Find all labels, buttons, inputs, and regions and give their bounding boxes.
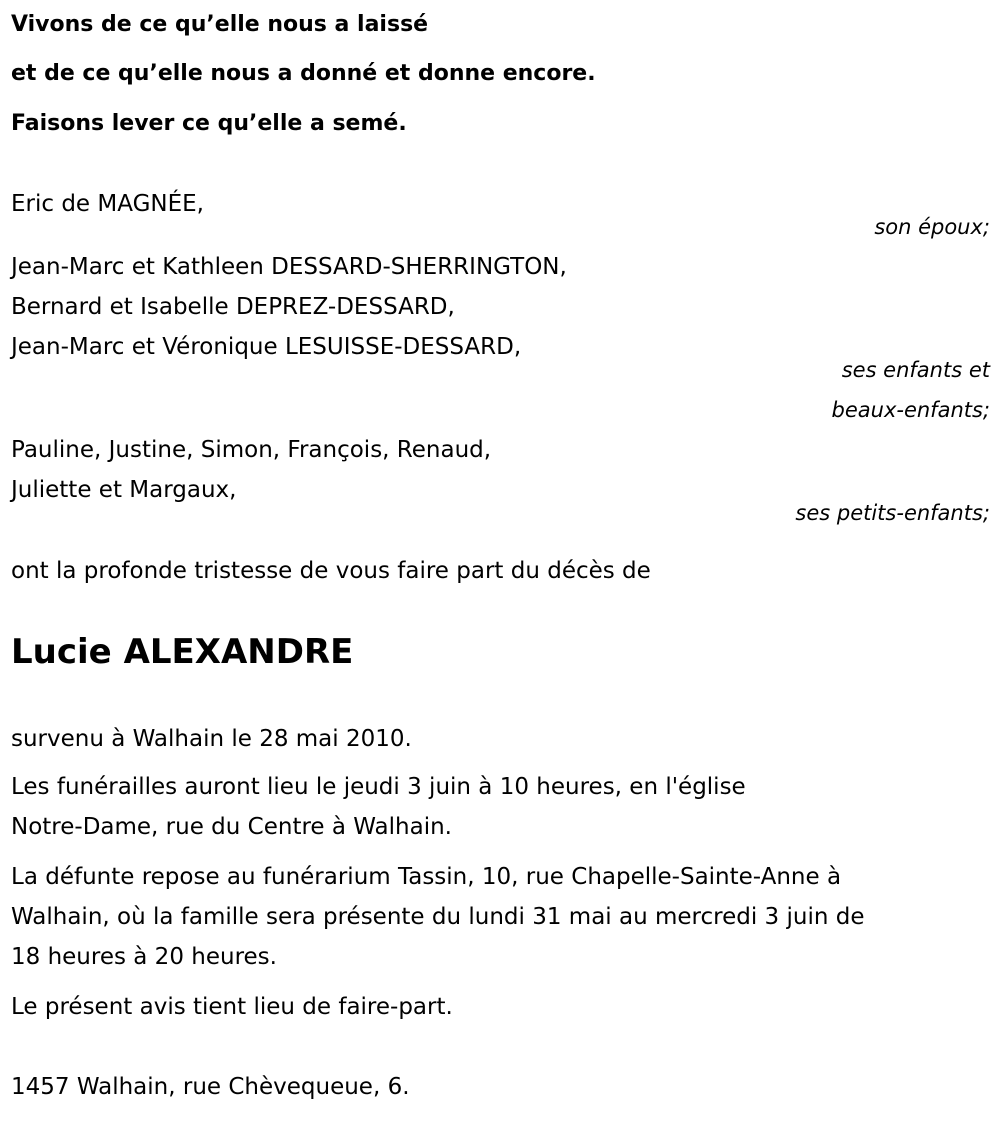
children-role-line-2: beaux-enfants; <box>831 398 990 422</box>
child-couple-3: Jean-Marc et Véronique LESUISSE-DESSARD, <box>11 334 522 360</box>
grandchildren-role: ses petits-enfants; <box>795 501 990 525</box>
children-role-line-1: ses enfants et <box>841 358 990 382</box>
spouse-name: Eric de MAGNÉE, <box>11 191 204 217</box>
family-address: 1457 Walhain, rue Chèvequeue, 6. <box>11 1074 410 1100</box>
child-couple-2: Bernard et Isabelle DEPREZ-DESSARD, <box>11 294 455 320</box>
notice-text: Le présent avis tient lieu de faire-part. <box>11 994 453 1020</box>
child-couple-1: Jean-Marc et Kathleen DESSARD-SHERRINGTON, <box>11 254 567 280</box>
viewing-line-1: La défunte repose au funérarium Tassin, 10, rue Chapelle-Sainte-Anne à <box>11 864 842 890</box>
poem-line-1: Vivons de ce qu’elle nous a laissé <box>11 12 429 37</box>
deceased-name: Lucie ALEXANDRE <box>11 632 354 672</box>
grandchildren-names-2: Juliette et Margaux, <box>11 477 237 503</box>
viewing-line-3: 18 heures à 20 heures. <box>11 944 277 970</box>
funeral-line-2: Notre-Dame, rue du Centre à Walhain. <box>11 814 452 840</box>
funeral-line-1: Les funérailles auront lieu le jeudi 3 juin à 10 heures, en l'église <box>11 774 746 800</box>
spouse-role: son époux; <box>874 215 990 239</box>
poem-line-2: et de ce qu’elle nous a donné et donne encore. <box>11 61 596 86</box>
death-details: survenu à Walhain le 28 mai 2010. <box>11 726 412 752</box>
viewing-line-2: Walhain, où la famille sera présente du lundi 31 mai au mercredi 3 juin de <box>11 904 865 930</box>
poem-line-3: Faisons lever ce qu’elle a semé. <box>11 111 407 136</box>
grandchildren-names-1: Pauline, Justine, Simon, François, Renaud, <box>11 437 492 463</box>
announcement-text: ont la profonde tristesse de vous faire part du décès de <box>11 558 651 584</box>
